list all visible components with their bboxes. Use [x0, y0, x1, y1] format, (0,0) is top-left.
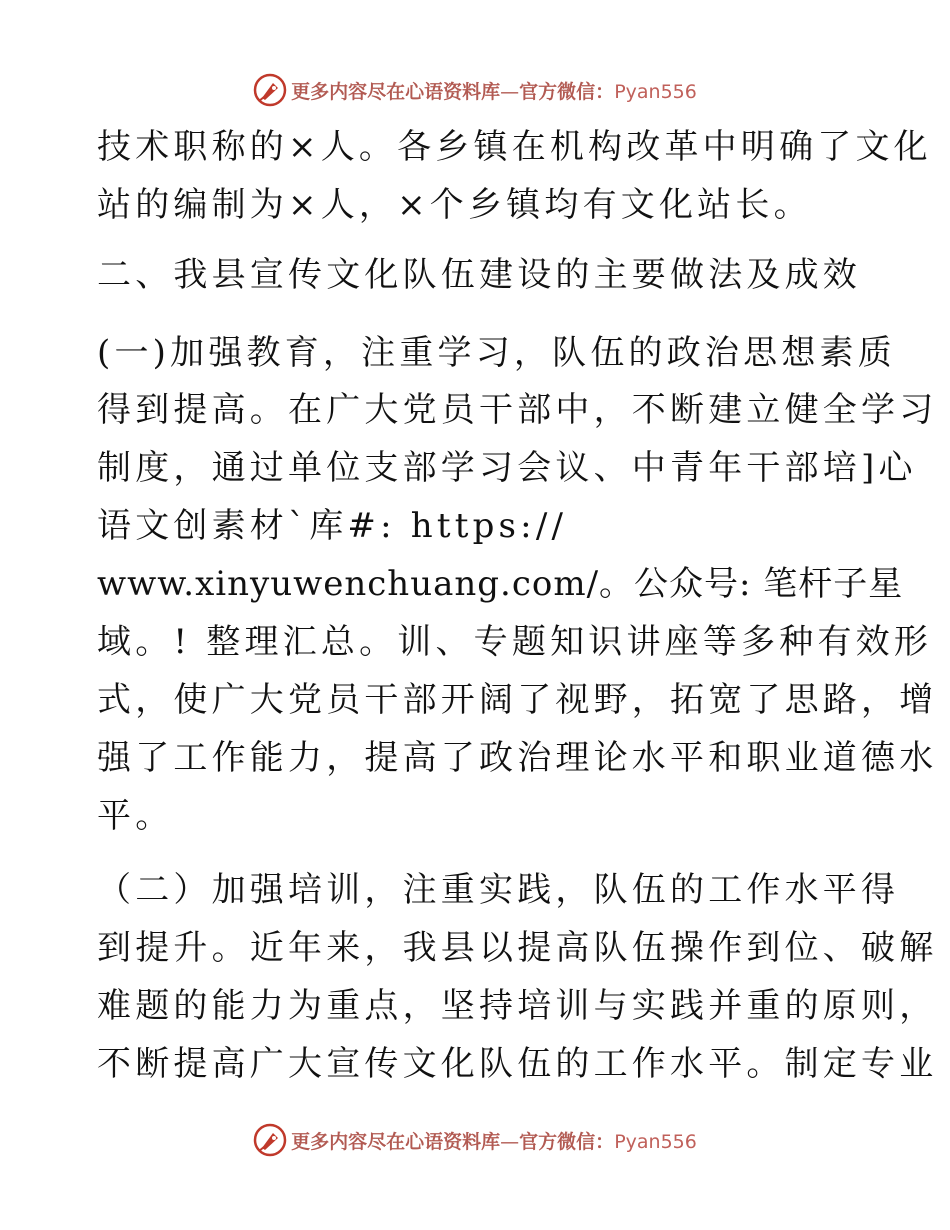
text-line: 强了工作能力，提高了政治理论水平和职业道德水	[97, 738, 938, 778]
banner-wechat-id: Pyan556	[614, 1130, 697, 1153]
banner-separator: —	[500, 1130, 520, 1153]
banner-main-text: 更多内容尽在心语资料库	[291, 80, 501, 103]
text-line: 站的编制为×人，×个乡镇均有文化站长。	[97, 185, 812, 225]
text-line: 不断提高广大宣传文化队伍的工作水平。制定专业	[97, 1044, 938, 1084]
banner-main-text: 更多内容尽在心语资料库	[291, 1130, 501, 1153]
banner-wechat-id: Pyan556	[614, 80, 697, 103]
text-line: 难题的能力为重点，坚持培训与实践并重的原则，	[97, 986, 938, 1026]
section-heading: 二、我县宣传文化队伍建设的主要做法及成效	[97, 255, 861, 295]
text-line: 得到提高。在广大党员干部中，不断建立健全学习	[97, 390, 938, 430]
subsection-heading: (一)加强教育，注重学习，队伍的政治思想素质	[97, 333, 896, 373]
footer-banner	[0, 1120, 950, 1160]
text-line: 制度，通过单位支部学习会议、中青年干部培]心	[97, 448, 917, 488]
banner-separator: —	[500, 80, 520, 103]
text-line: 式，使广大党员干部开阔了视野，拓宽了思路，增	[97, 680, 938, 720]
banner-label: 官方微信：	[519, 1130, 615, 1153]
text-line: 到提升。近年来，我县以提高队伍操作到位、破解	[97, 928, 938, 968]
text-line: 技术职称的×人。各乡镇在机构改革中明确了文化	[97, 127, 932, 167]
banner-text	[291, 1127, 697, 1154]
banner-label: 官方微信：	[519, 80, 615, 103]
subsection-heading: （二）加强培训，注重实践，队伍的工作水平得	[97, 870, 900, 910]
text-line: 平。	[97, 796, 174, 836]
text-line-url: www.xinyuwenchuang.com/。公众号: 笔杆子星	[97, 564, 904, 604]
pen-nib-logo-icon	[253, 1123, 287, 1157]
text-line: 域。! 整理汇总。训、专题知识讲座等多种有效形	[97, 622, 933, 662]
text-line: 语文创素材`库#: https://	[97, 506, 568, 546]
